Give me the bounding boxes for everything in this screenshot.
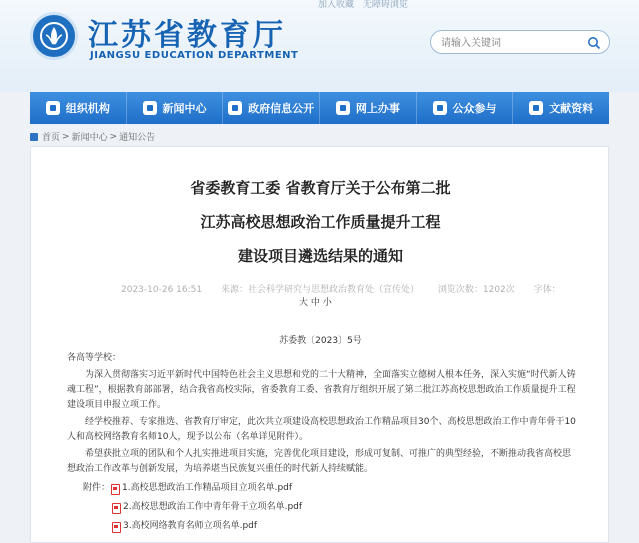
paragraph: 希望获批立项的团队和个人扎实推进项目实施，完善优化项目建设，形成可复制、可推广的典型经验，不断推动我省高校思想政治工作改革与创新发展，为培养堪当民族复兴重任的时代新人持续赋能。 [67,449,572,474]
nav-item-label: 组织机构 [65,102,110,115]
font-size-switcher[interactable]: 大 中 小 [299,298,332,308]
salutation: 各高等学校： [67,353,122,363]
breadcrumb [30,130,157,143]
nav-item-label: 公众参与 [452,102,497,115]
breadcrumb-news[interactable]: 新闻中心 [71,133,108,143]
pdf-icon [111,503,121,513]
nav-item-label: 政府信息公开 [248,102,315,115]
attachment-row [111,500,577,515]
article-title-line-3: 建设项目遴选结果的通知 [237,247,403,265]
document-number: 苏委教〔2023〕5号 [279,336,362,346]
view-count: 浏览次数：1202次 [437,285,515,295]
site-header [0,0,639,92]
search-input[interactable] [439,34,583,52]
book-icon [529,101,543,115]
article-source: 来源：社会科学研究与思想政治教育处（宣传处） [220,285,419,295]
breadcrumb-separator: > [62,131,70,142]
nav-item-label: 新闻中心 [162,102,207,115]
people-icon [433,101,447,115]
article-title-line-2: 江苏高校思想政治工作质量提升工程 [200,213,441,231]
top-link-accessibility[interactable]: 无障碍浏览 [362,0,408,10]
article-title-line-1: 省委教育工委 省教育厅关于公布第二批 [190,179,451,197]
attachment-row [83,481,577,496]
monitor-icon [336,101,350,115]
article-panel [30,146,609,543]
logo-seal-icon [30,12,78,60]
search-icon[interactable] [587,35,601,54]
nav-item-label: 网上办事 [355,102,400,115]
top-links [318,0,414,10]
attachment-row [111,519,577,534]
main-nav [30,92,609,124]
pdf-icon [110,484,120,494]
publish-date: 2023-10-26 16:51 [121,285,203,295]
org-icon [46,101,60,115]
attachment-link[interactable]: 2.高校思想政治工作中青年骨干立项名单.pdf [123,502,303,512]
paragraph: 为深入贯彻落实习近平新时代中国特色社会主义思想和党的二十大精神，全面落实立德树人根本任务，深入实施“时代新人铸魂工程”，根据教育部部署，结合我省高校实际，省委教育工委、省教育厅组织开展了第二批江苏高校思想政治工作质量提升工程建设项目申报立项工作。 [67,370,576,410]
paragraph: 经学校推荐、专家推选、省教育厅审定，此次共立项建设高校思想政治工作精品项目30个、高校思想政治工作中青年骨干10人和高校网络教育名师10人，现予以公布（名单详见附件）。 [67,417,576,442]
nav-item-news[interactable] [127,92,224,124]
article-body [67,351,577,534]
nav-item-org[interactable] [30,92,127,124]
attachment-link[interactable]: 3.高校网络教育名师立项名单.pdf [123,521,258,531]
top-link-bookmark[interactable]: 加入收藏 [318,0,355,10]
nav-item-label: 文献资料 [549,102,594,115]
article-meta [121,282,577,295]
logo-title[interactable]: 江苏省教育厅 [88,18,286,53]
nav-item-participation[interactable] [417,92,514,124]
pdf-icon [111,522,121,532]
logo-subtitle: JIANGSU EDUCATION DEPARTMENT [90,50,299,61]
nav-item-documents[interactable] [513,92,609,124]
breadcrumb-notices[interactable]: 通知公告 [119,133,156,143]
breadcrumb-separator: > [109,131,118,142]
news-icon [143,101,157,115]
search-box [430,30,610,54]
home-icon [30,133,38,141]
breadcrumb-home[interactable]: 首页 [42,133,61,143]
nav-item-services[interactable] [320,92,417,124]
attachment-link[interactable]: 1.高校思想政治工作精品项目立项名单.pdf [122,483,293,493]
attachment-label: 附件： [83,483,111,493]
font-label: 字体： [533,285,561,295]
info-icon [228,101,242,115]
nav-item-info[interactable] [223,92,320,124]
